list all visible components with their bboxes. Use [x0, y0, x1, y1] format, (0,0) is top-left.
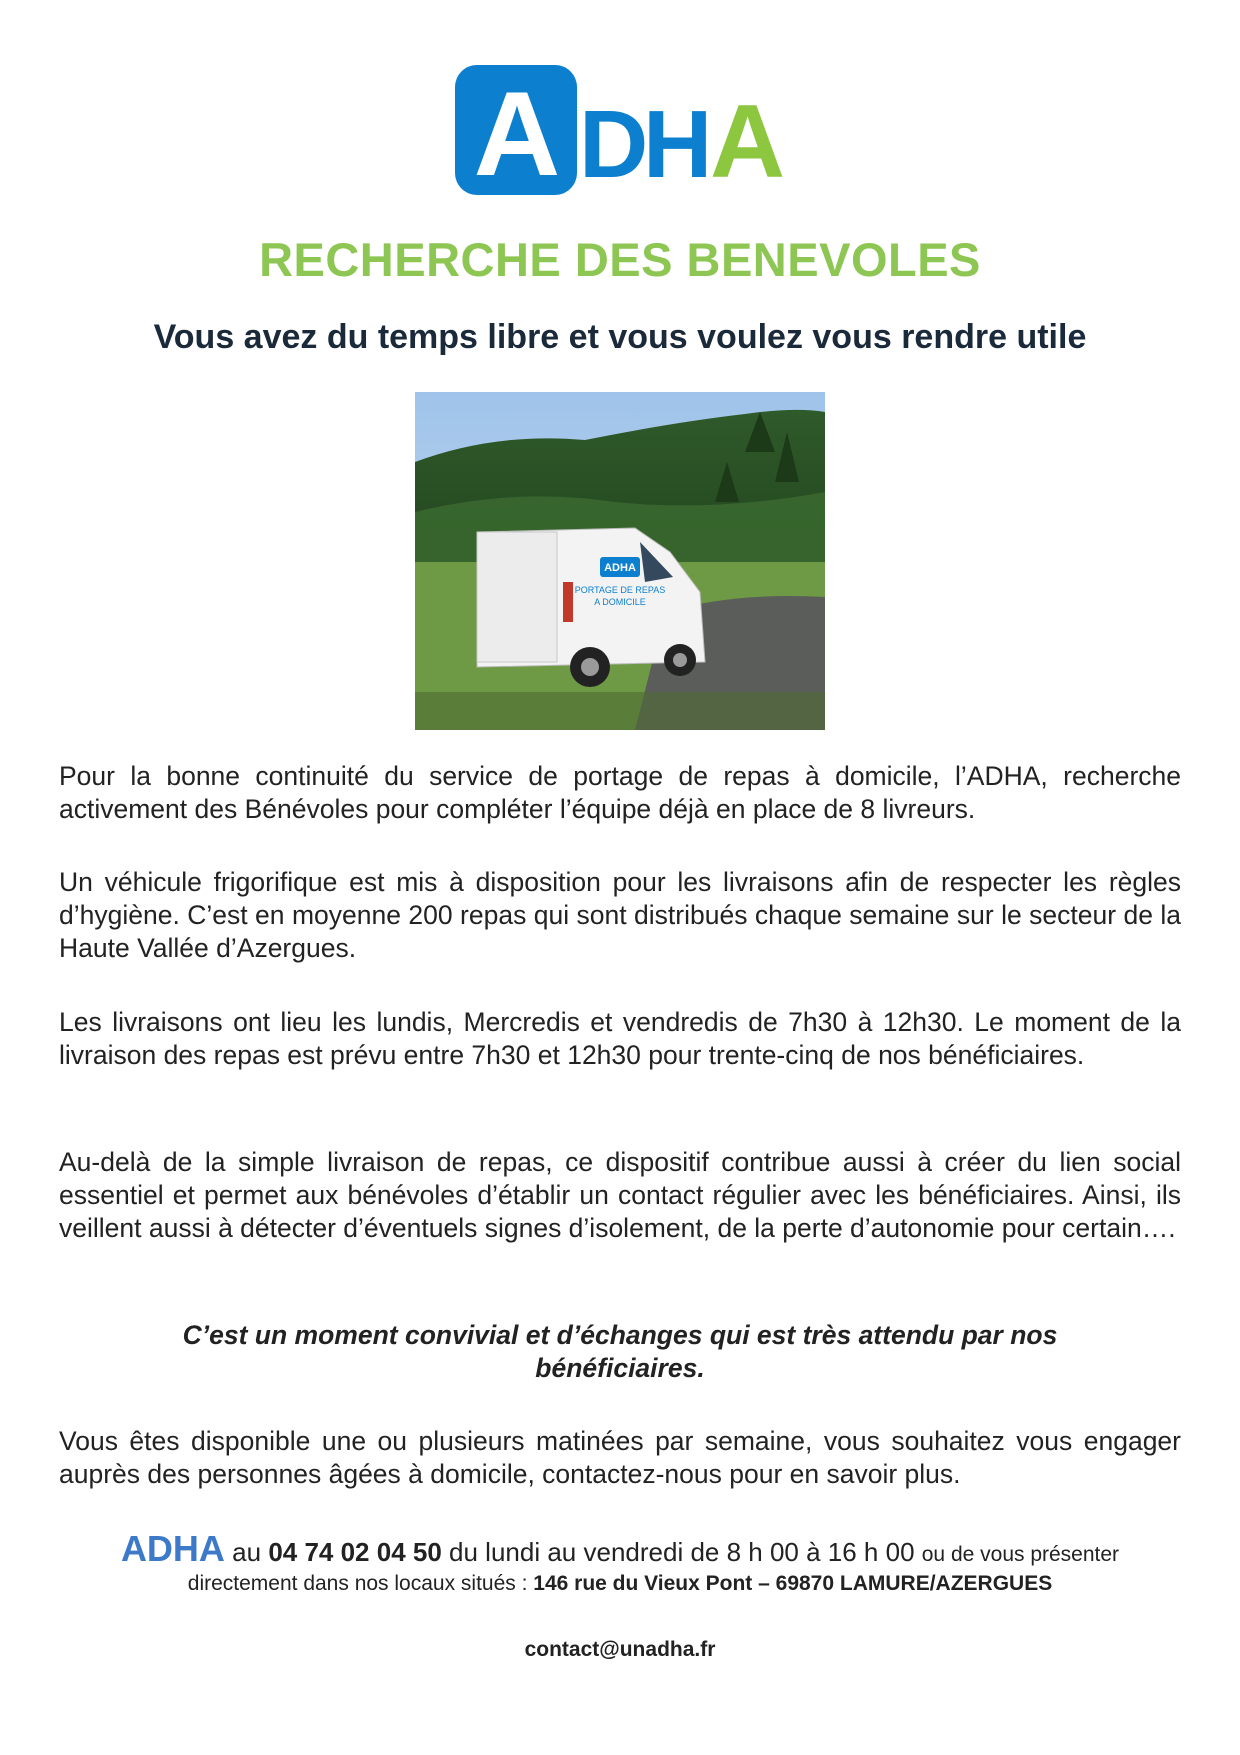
logo-letter-a2: A — [710, 84, 786, 200]
adha-logo — [455, 65, 790, 200]
van-tail-light — [563, 582, 573, 622]
logo-letter-a1: A — [473, 67, 561, 200]
paragraph-vehicle: Un véhicule frigorifique est mis à disposition pour les livraisons afin de respecter les règles d’hygiène. C’est en moyenne 200 repas qui sont distribués chaque semaine sur le secteur de la Haute Vallée d’Azergues. — [59, 867, 1181, 963]
foreground-grass — [415, 692, 825, 730]
contact-email[interactable]: contact@unadha.fr — [524, 1638, 716, 1661]
logo-letter-h: H — [643, 91, 713, 198]
contact-phone[interactable]: 04 74 02 04 50 — [268, 1537, 442, 1567]
van-side-text-1: PORTAGE DE REPAS — [574, 585, 666, 595]
contact-text-or: ou de vous présenter — [921, 1543, 1120, 1566]
address: 146 rue du Vieux Pont – 69870 LAMURE/AZERGUES — [533, 1572, 1053, 1595]
contact-hours: du lundi au vendredi de 8 h 00 à 16 h 00 — [441, 1537, 922, 1567]
page-subtitle: Vous avez du temps libre et vous voulez vous rendre utile — [153, 318, 1087, 356]
logo-letter-d: D — [579, 91, 649, 198]
van-logo-text: ADHA — [604, 562, 636, 574]
contact-line — [0, 1528, 1240, 1571]
page-title: RECHERCHE DES BENEVOLES — [259, 233, 981, 286]
address-intro: directement dans nos locaux situés : — [187, 1572, 534, 1595]
contact-address-line — [0, 1570, 1240, 1598]
paragraph-call-to-action: Vous êtes disponible une ou plusieurs matinées par semaine, vous souhaitez vous engager auprès des personnes âgées à domicile, contactez-nous pour en savoir plus. — [59, 1426, 1181, 1489]
van-side-text-2: A DOMICILE — [594, 597, 646, 607]
contact-text-au: au — [224, 1537, 269, 1567]
delivery-van-photo — [415, 392, 825, 730]
contact-org: ADHA — [120, 1528, 225, 1569]
van-rear-door — [477, 532, 557, 662]
paragraph-schedule: Les livraisons ont lieu les lundis, Mercredis et vendredis de 7h30 à 12h30. Le moment de la livraison des repas est prévu entre 7h30 et 12h30 pour trente-cinq de nos bénéficiaires. — [59, 1007, 1181, 1070]
highlight-quote: C’est un moment convivial et d’échanges qui est très attendu par nos bénéficiaires. — [182, 1320, 1058, 1383]
paragraph-social-link: Au-delà de la simple livraison de repas, ce dispositif contribue aussi à créer du lien social essentiel et permet aux bénévoles d’établir un contact régulier avec les bénéficiaires. Ainsi, ils veillent aussi à détecter d’éventuels signes d’isolement, de la perte d’autonomie pour certain…. — [59, 1147, 1181, 1243]
paragraph-continuity: Pour la bonne continuité du service de portage de repas à domicile, l’ADHA, recherche activement des Bénévoles pour compléter l’équipe déjà en place de 8 livreurs. — [59, 761, 1181, 824]
